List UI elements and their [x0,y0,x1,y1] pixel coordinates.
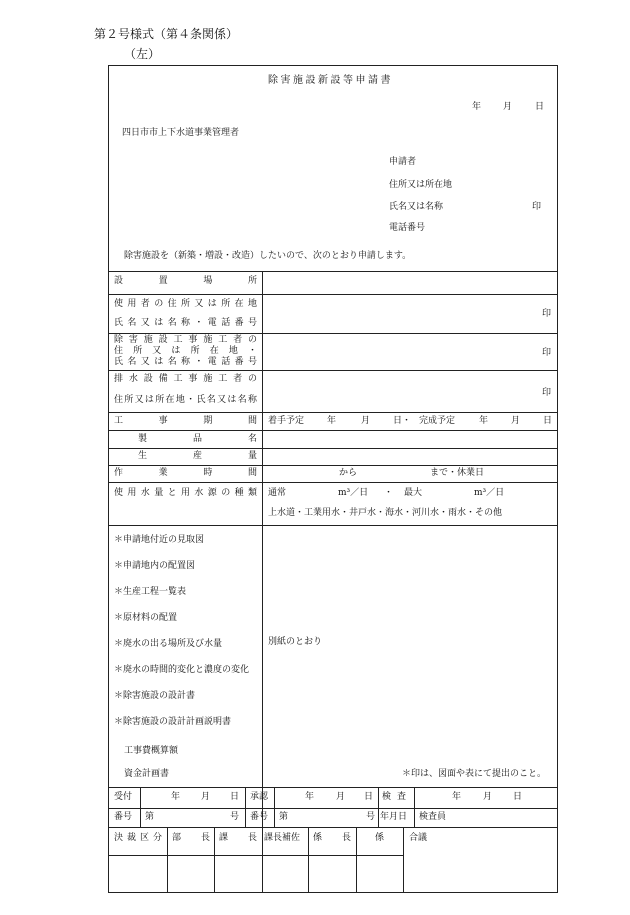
attachment-item: ＊申請地付近の見取図 [114,535,205,545]
attachment-item: ＊原材料の配置 [114,613,178,623]
form-title: 除害施設新設等申請書 [268,75,393,86]
drain-label-line2: 住所又は所在地・氏名又は名称 [114,395,257,405]
office-divider-4 [378,787,379,827]
received-year: 年 [171,792,181,802]
hours-label: 作業時間 [114,468,257,478]
user-label-line1: 使用者の住所又は所在地 [114,299,257,309]
decision-divider-5 [356,827,357,893]
water-label: 使用水量と用水源の種類 [114,488,257,498]
decision-divider-4 [308,827,309,893]
contractor-label-line2: 住所又は所在地・ [114,346,257,356]
decision-director-label: 部長 [172,833,210,843]
received-dai: 第 [145,812,155,822]
addressee: 四日市市上下水道事業管理者 [122,128,240,138]
inspection-year: 年 [452,792,462,802]
rule-contractor [108,370,558,371]
inspection-date-label: 年月日 [380,812,408,822]
decision-staff-label: 係 [375,833,385,843]
rule-decision-mid [108,855,403,856]
location-label: 設置場所 [114,276,257,286]
period-end-month: 月 [511,416,521,426]
user-seal-mark: 印 [542,309,552,319]
drain-seal-mark: 印 [542,388,552,398]
period-end-label: 完成予定 [419,416,456,426]
approval-day: 日 [364,792,374,802]
date-day-label: 日 [535,102,545,112]
decision-divider-1 [167,827,168,893]
period-end-day: 日 [543,416,553,426]
rule-location [108,294,558,295]
approval-number-label: 番号 [250,812,269,822]
table-top-border [108,271,558,272]
rule-office-mid [108,808,558,809]
inspection-month: 月 [483,792,493,802]
water-normal-label: 通常 [268,488,287,498]
decision-section-chief-label: 課長 [219,833,257,843]
period-end-year: 年 [479,416,489,426]
rule-drain [108,412,558,413]
received-label: 受付 [114,792,133,802]
applicant-seal-mark: 印 [532,202,542,212]
hours-from: から [339,468,358,478]
approval-year: 年 [305,792,315,802]
inspection-label: 検査 [382,792,413,802]
rule-hours [108,482,558,483]
office-divider-3 [274,787,275,827]
decision-chief-label: 係長 [313,833,351,843]
approval-go: 号 [366,812,376,822]
period-start-year: 年 [327,416,337,426]
attachment-item: ＊生産工程一覧表 [114,587,187,597]
attachment-item: ＊除害施設の設計計画説明書 [114,717,232,727]
approval-month: 月 [336,792,346,802]
application-statement: 除害施設を（新築・増設・改造）したいので、次のとおり申請します。 [124,251,412,261]
rule-volume [108,465,558,466]
rule-water [108,525,558,526]
attachment-item: ＊廃水の時間的変化と濃度の変化 [114,665,250,675]
attachment-item: ＊申請地内の配置図 [114,561,196,571]
attachments-separate-sheet: 別紙のとおり [268,637,323,647]
approval-label: 承認 [250,792,269,802]
attachment-item: ＊除害施設の設計書 [114,691,196,701]
water-normal-unit: m³／日 [338,488,369,498]
period-start-month: 月 [361,416,371,426]
attachment-item: ＊廃水の出る場所及び水量 [114,639,223,649]
water-sources: 上水道・工業用水・井戸水・海水・河川水・雨水・その他 [268,508,503,518]
applicant-name-label: 氏名又は名称 [389,202,444,212]
attachments-note: ＊印は、図面や表にて提出のこと。 [402,769,547,779]
received-day: 日 [230,792,240,802]
decision-category-label: 決裁区分 [114,833,162,843]
decision-divider-3 [262,827,263,893]
water-separator: ・ [384,488,394,498]
applicant-label: 申請者 [389,157,417,167]
inspection-day: 日 [513,792,523,802]
user-label-line2: 氏名又は名称・電話番号 [114,318,257,328]
product-label: 製品名 [138,434,257,444]
attachment-funding-plan: 資金計画書 [124,769,170,779]
office-divider-5 [414,787,415,827]
office-divider-1 [140,787,141,827]
received-number-label: 番号 [114,812,133,822]
volume-label: 生産量 [138,451,257,461]
date-year-label: 年 [472,102,482,112]
date-month-label: 月 [503,102,513,112]
rule-attachments [108,787,558,788]
decision-divider-2 [214,827,215,893]
period-start-day: 日・ [393,416,412,426]
applicant-address-label: 住所又は所在地 [389,180,453,190]
rule-period [108,430,558,431]
water-max-label: 最大 [404,488,423,498]
rule-office-bottom [108,827,558,828]
decision-divider-6 [403,827,404,893]
contractor-seal-mark: 印 [542,348,552,358]
received-go: 号 [230,812,240,822]
table-label-divider [262,271,263,827]
decision-assistant-label: 課長補佐 [264,833,301,843]
received-month: 月 [201,792,211,802]
form-side-label: （左） [124,47,161,61]
water-max-unit: m³／日 [474,488,505,498]
drain-label-line1: 排水設備工事施工者の [114,374,257,384]
period-label: 工事期間 [114,416,257,426]
attachment-cost-estimate: 工事費概算額 [124,746,179,756]
rule-product [108,448,558,449]
inspector-label: 検査員 [419,812,447,822]
hours-to-holiday: まで・休業日 [430,468,485,478]
approval-dai: 第 [279,812,289,822]
office-divider-2 [245,787,246,827]
contractor-label-line3: 氏名又は名称・電話番号 [114,357,257,367]
form-number: 第２号様式（第４条関係） [94,27,239,41]
period-start-label: 着手予定 [268,416,305,426]
applicant-phone-label: 電話番号 [389,223,426,233]
rule-user [108,333,558,334]
decision-consult-label: 合議 [409,833,428,843]
contractor-label-line1: 除害施設工事施工者の [114,335,257,345]
